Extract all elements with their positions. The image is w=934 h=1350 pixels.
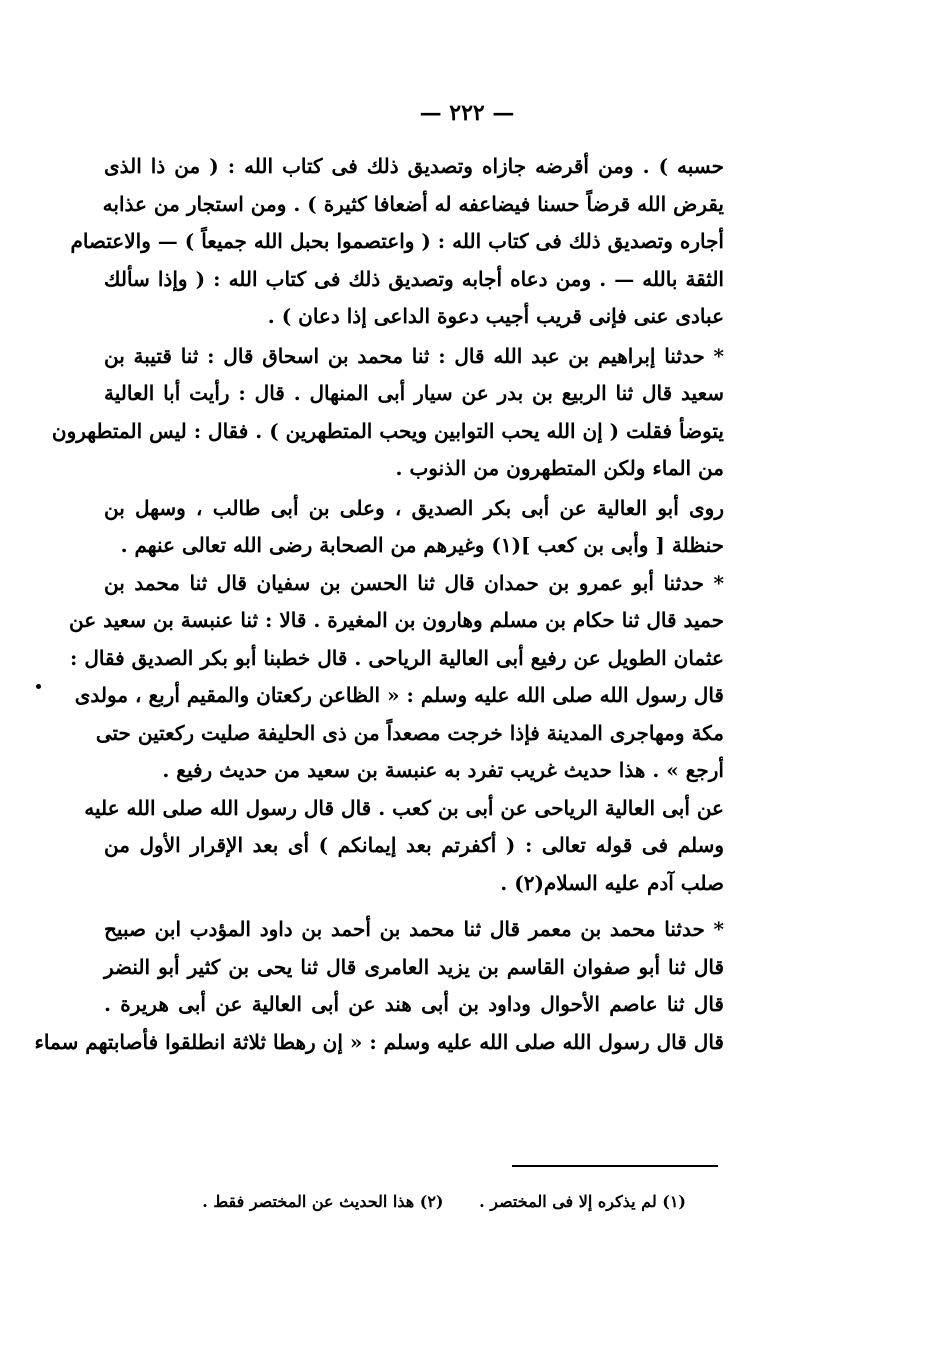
- text-line: صلب آدم عليه السلام(٢) .: [500, 870, 724, 895]
- text-line: من الماء ولكن المتطهرون من الذنوب .: [395, 456, 724, 480]
- text-line: حسبه ) . ومن أقرضه جازاه وتصديق ذلك فى كتاب الله : ( من ذا الذى: [104, 154, 724, 178]
- footnotes: [150, 1192, 686, 1211]
- text-line: يقرض الله قرضاً حسنا فيضاعفه له أضعافا كثيرة ) . ومن استجار من عذابه: [102, 191, 724, 216]
- text-line: عن أبى العالية الرياحى عن أبى بن كعب . قال قال رسول الله صلى الله عليه: [84, 795, 724, 820]
- text-line: * حدثنا محمد بن معمر قال ثنا محمد بن أحمد بن داود المؤدب ابن صبيح: [104, 917, 724, 941]
- text-line: قال ثنا أبو صفوان القاسم بن يزيد العامرى قال ثنا يحى بن كثير أبو النضر: [104, 954, 724, 979]
- text-line: عبادى عنى فإنى قريب أجيب دعوة الداعى إذا دعان ) .: [267, 304, 724, 328]
- margin-dot: [36, 684, 41, 689]
- text-line: الثقة بالله — . ومن دعاه أجابه وتصديق ذلك فى كتاب الله : ( وإذا سألك: [104, 266, 724, 291]
- footnote-1: (١) لم يذكره إلا فى المختصر .: [479, 1192, 686, 1211]
- text-line: مكة ومهاجرى المدينة فإذا خرجت مصعداً من ذى الحليفة صليت ركعتين حتى: [95, 720, 724, 745]
- page-number: — ٢٢٢ —: [419, 100, 515, 126]
- text-line: قال رسول الله صلى الله عليه وسلم : « الظاعن ركعتان والمقيم أربع ، مولدى: [74, 683, 724, 707]
- text-line: قال قال رسول الله صلى الله عليه وسلم : « إن رهطا ثلاثة انطلقوا فأصابتهم سماء: [34, 1029, 724, 1054]
- text-line: أجاره وتصديق ذلك فى كتاب الله : ( واعتصموا بحبل الله جميعاً ) — والاعتصام: [70, 229, 724, 253]
- text-line: حميد قال ثنا حكام بن مسلم وهارون بن المغيرة . قالا : ثنا عنبسة بن سعيد عن: [69, 608, 724, 632]
- text-line: يتوضأ فقلت ( إن الله يحب التوابين ويحب المتطهرين ) . فقال : ليس المتطهرون: [51, 418, 724, 443]
- text-line: حنظلة [ وأبى بن كعب ](١) وغيرهم من الصحابة رضى الله تعالى عنهم .: [120, 533, 724, 557]
- footnote-divider: [512, 1165, 718, 1167]
- text-line: أرجع » . هذا حديث غريب تفرد به عنبسة بن سعيد من حديث رفيع .: [162, 758, 724, 782]
- text-line: وسلم فى قوله تعالى : ( أكفرتم بعد إيمانكم ) أى بعد الإقرار الأول من: [104, 833, 724, 857]
- footnote-2: (٢) هذا الحديث عن المختصر فقط .: [202, 1192, 444, 1211]
- text-line: * حدثنا إبراهيم بن عبد الله قال : ثنا محمد بن اسحاق قال : ثنا قتيبة بن: [104, 343, 724, 368]
- main-text: [34, 148, 724, 1061]
- text-line: سعيد قال ثنا الربيع بن بدر عن سيار أبى المنهال . قال : رأيت أبا العالية: [104, 381, 724, 405]
- text-line: روى أبو العالية عن أبى بكر الصديق ، وعلى بن أبى طالب ، وسهل بن: [104, 495, 724, 520]
- text-line: عثمان الطويل عن رفيع أبى العالية الرياحى . قال خطبنا أبو بكر الصديق فقال :: [70, 645, 724, 670]
- text-line: قال ثنا عاصم الأحوال وداود بن أبى هند عن أبى العالية عن أبى هريرة .: [104, 992, 724, 1016]
- text-line: * حدثنا أبو عمرو بن حمدان قال ثنا الحسن بن سفيان قال ثنا محمد بن: [104, 570, 724, 595]
